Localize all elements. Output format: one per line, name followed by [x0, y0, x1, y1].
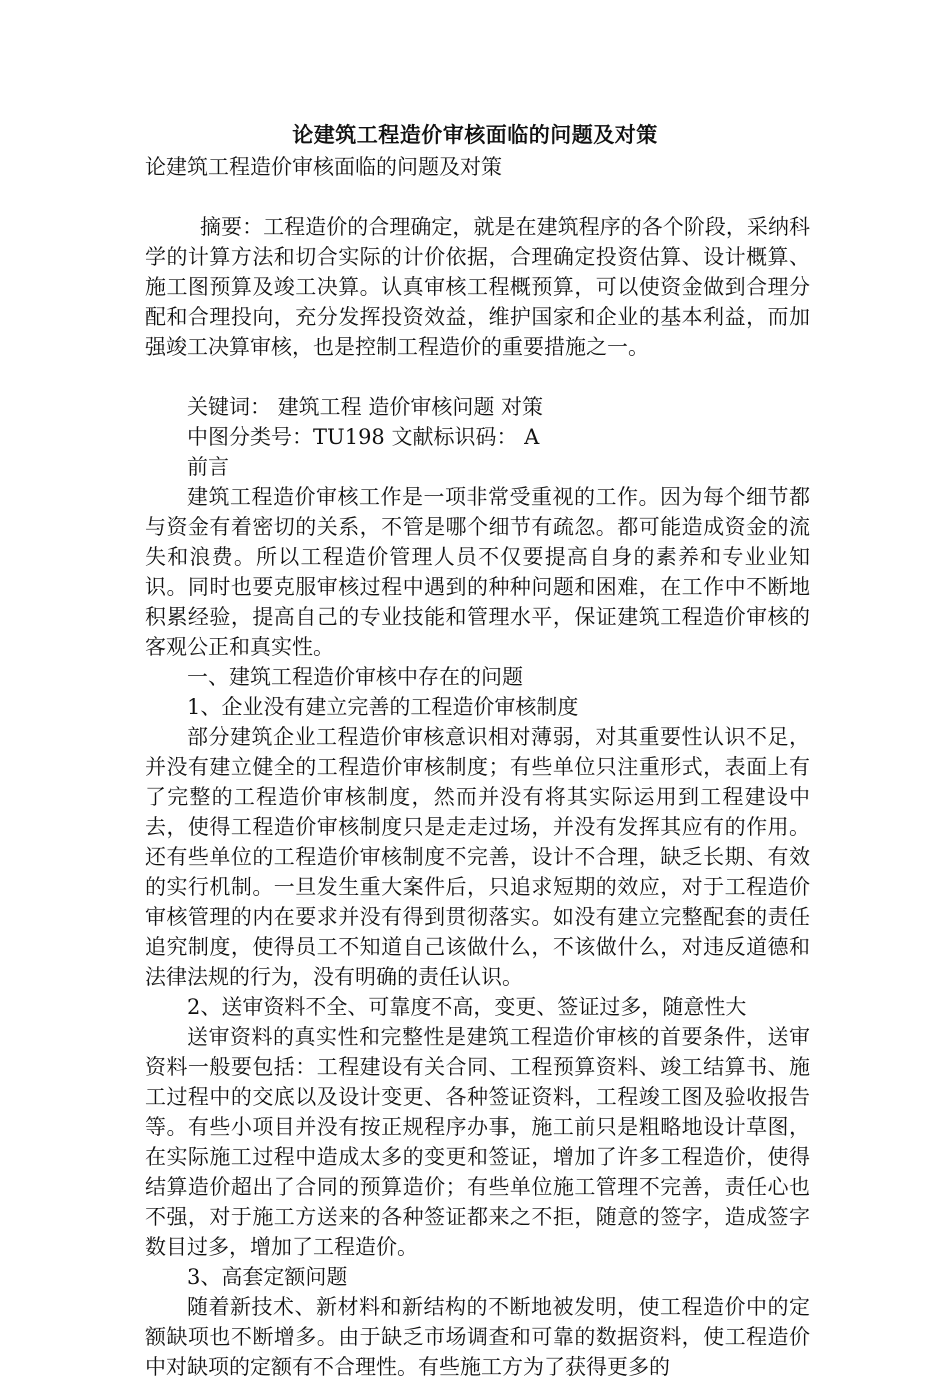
- subsection-heading-2: 2、送审资料不全、可靠度不高，变更、签证过多，随意性大: [187, 995, 747, 1019]
- subsection-paragraph-1: 部分建筑企业工程造价审核意识相对薄弱，对其重要性认识不足，并没有建立健全的工程造价审核制度；有些单位只注重形式，表面上有了完整的工程造价审核制度，然而并没有将其实际运用到工程建设中去，使得工程造价审核制度只是走走过场，并没有发挥其应有的作用。还有些单位的工程造价审核制度不完善，设计不合理，缺乏长期、有效的实行机制。一旦发生重大案件后，只追求短期的效应，对于工程造价审核管理的内在要求并没有得到贯彻落实。如没有建立完整配套的责任追究制度，使得员工不知道自己该做什么，不该做什么，对违反道德和法律法规的行为，没有明确的责任认识。: [145, 725, 810, 989]
- section-heading: 一、建筑工程造价审核中存在的问题: [187, 665, 523, 689]
- spacer: [145, 362, 810, 392]
- classification-line: 中图分类号：TU198 文献标识码： A: [187, 425, 540, 449]
- preface-paragraph: 建筑工程造价审核工作是一项非常受重视的工作。因为每个细节都与资金有着密切的关系，不管是哪个细节有疏忽。都可能造成资金的流失和浪费。所以工程造价管理人员不仅要提高自身的素养和专业业知识。同时也要克服审核过程中遇到的种种问题和困难，在工作中不断地积累经验，提高自己的专业技能和管理水平，保证建筑工程造价审核的客观公正和真实性。: [145, 485, 810, 659]
- document-subtitle: 论建筑工程造价审核面临的问题及对策: [145, 155, 502, 179]
- spacer: [145, 182, 810, 212]
- document-title: 论建筑工程造价审核面临的问题及对策: [292, 123, 658, 147]
- preface-heading: 前言: [187, 455, 229, 479]
- abstract-paragraph: 摘要：工程造价的合理确定，就是在建筑程序的各个阶段，采纳科学的计算方法和切合实际的计价依据，合理确定投资估算、设计概算、施工图预算及竣工决算。认真审核工程概预算，可以使资金做到合理分配和合理投向，充分发挥投资效益，维护国家和企业的基本利益，而加强竣工决算审核，也是控制工程造价的重要措施之一。: [145, 215, 810, 359]
- subsection-paragraph-3: 随着新技术、新材料和新结构的不断地被发明，使工程造价中的定额缺项也不断增多。由于缺乏市场调查和可靠的数据资料，使工程造价中对缺项的定额有不合理性。有些施工方为了获得更多的: [145, 1295, 810, 1379]
- subsection-paragraph-2: 送审资料的真实性和完整性是建筑工程造价审核的首要条件，送审资料一般要包括：工程建设有关合同、工程预算资料、竣工结算书、施工过程中的交底以及设计变更、各种签证资料，工程竣工图及验收报告等。有些小项目并没有按正规程序办事，施工前只是粗略地设计草图，在实际施工过程中造成太多的变更和签证，增加了许多工程造价，使得结算造价超出了合同的预算造价；有些单位施工管理不完善，责任心也不强，对于施工方送来的各种签证都来之不拒，随意的签字，造成签字数目过多，增加了工程造价。: [145, 1025, 810, 1259]
- keywords-line: 关键词： 建筑工程 造价审核问题 对策: [187, 395, 544, 419]
- document-body: [145, 152, 810, 1382]
- subsection-heading-3: 3、高套定额问题: [187, 1265, 348, 1289]
- subsection-heading-1: 1、企业没有建立完善的工程造价审核制度: [187, 695, 579, 719]
